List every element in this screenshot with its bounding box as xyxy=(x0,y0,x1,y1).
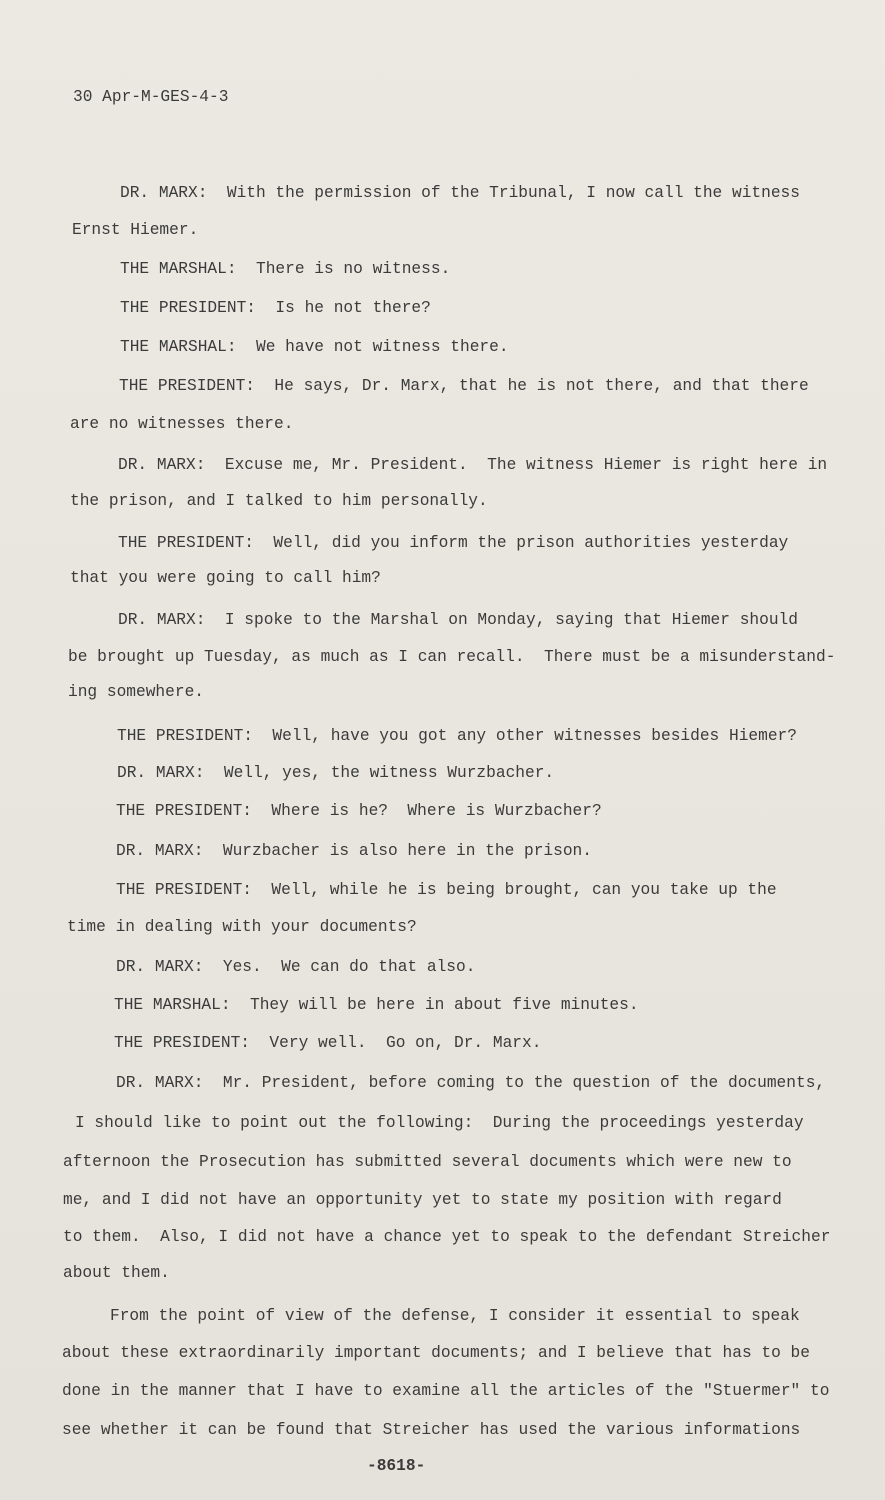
transcript-line: From the point of view of the defense, I consider it essential to speak xyxy=(110,1307,800,1325)
transcript-line: ing somewhere. xyxy=(68,683,204,701)
transcript-line: THE MARSHAL: We have not witness there. xyxy=(120,338,509,356)
transcript-line: THE PRESIDENT: Very well. Go on, Dr. Marx. xyxy=(114,1034,542,1052)
transcript-line: I should like to point out the following: During the proceedings yesterday xyxy=(75,1114,804,1132)
transcript-line: THE PRESIDENT: Well, did you inform the prison authorities yesterday xyxy=(118,534,789,552)
page-number: -8618- xyxy=(367,1457,426,1475)
transcript-line: THE PRESIDENT: Well, while he is being brought, can you take up the xyxy=(116,881,777,899)
transcript-line: DR. MARX: With the permission of the Tribunal, I now call the witness xyxy=(120,184,800,202)
transcript-line: about them. xyxy=(63,1264,170,1282)
transcript-line: THE PRESIDENT: Where is he? Where is Wurzbacher? xyxy=(116,802,602,820)
transcript-line: me, and I did not have an opportunity yet to state my position with regard xyxy=(63,1191,782,1209)
transcript-line: DR. MARX: Wurzbacher is also here in the prison. xyxy=(116,842,592,860)
transcript-line: be brought up Tuesday, as much as I can recall. There must be a misunderstand- xyxy=(68,648,836,666)
transcript-line: to them. Also, I did not have a chance yet to speak to the defendant Streicher xyxy=(63,1228,831,1246)
transcript-line: afternoon the Prosecution has submitted several documents which were new to xyxy=(63,1153,792,1171)
transcript-line: DR. MARX: I spoke to the Marshal on Monday, saying that Hiemer should xyxy=(118,611,798,629)
transcript-line: THE PRESIDENT: He says, Dr. Marx, that he is not there, and that there xyxy=(119,377,809,395)
transcript-line: DR. MARX: Well, yes, the witness Wurzbacher. xyxy=(117,764,555,782)
transcript-line: THE PRESIDENT: Is he not there? xyxy=(120,299,431,317)
transcript-line: Ernst Hiemer. xyxy=(72,221,199,239)
transcript-line: THE PRESIDENT: Well, have you got any other witnesses besides Hiemer? xyxy=(117,727,797,745)
transcript-line: DR. MARX: Mr. President, before coming to the question of the documents, xyxy=(116,1074,826,1092)
transcript-line: the prison, and I talked to him personally. xyxy=(70,492,488,510)
document-id: 30 Apr-M-GES-4-3 xyxy=(73,88,229,106)
transcript-line: are no witnesses there. xyxy=(70,415,294,433)
transcript-line: about these extraordinarily important documents; and I believe that has to be xyxy=(62,1344,810,1362)
transcript-line: that you were going to call him? xyxy=(70,569,381,587)
transcript-line: see whether it can be found that Streicher has used the various informations xyxy=(62,1421,801,1439)
transcript-line: time in dealing with your documents? xyxy=(67,918,417,936)
transcript-line: THE MARSHAL: There is no witness. xyxy=(120,260,451,278)
transcript-line: DR. MARX: Excuse me, Mr. President. The witness Hiemer is right here in xyxy=(118,456,828,474)
transcript-line: THE MARSHAL: They will be here in about five minutes. xyxy=(114,996,639,1014)
transcript-line: DR. MARX: Yes. We can do that also. xyxy=(116,958,476,976)
transcript-line: done in the manner that I have to examine all the articles of the "Stuermer" to xyxy=(62,1382,830,1400)
